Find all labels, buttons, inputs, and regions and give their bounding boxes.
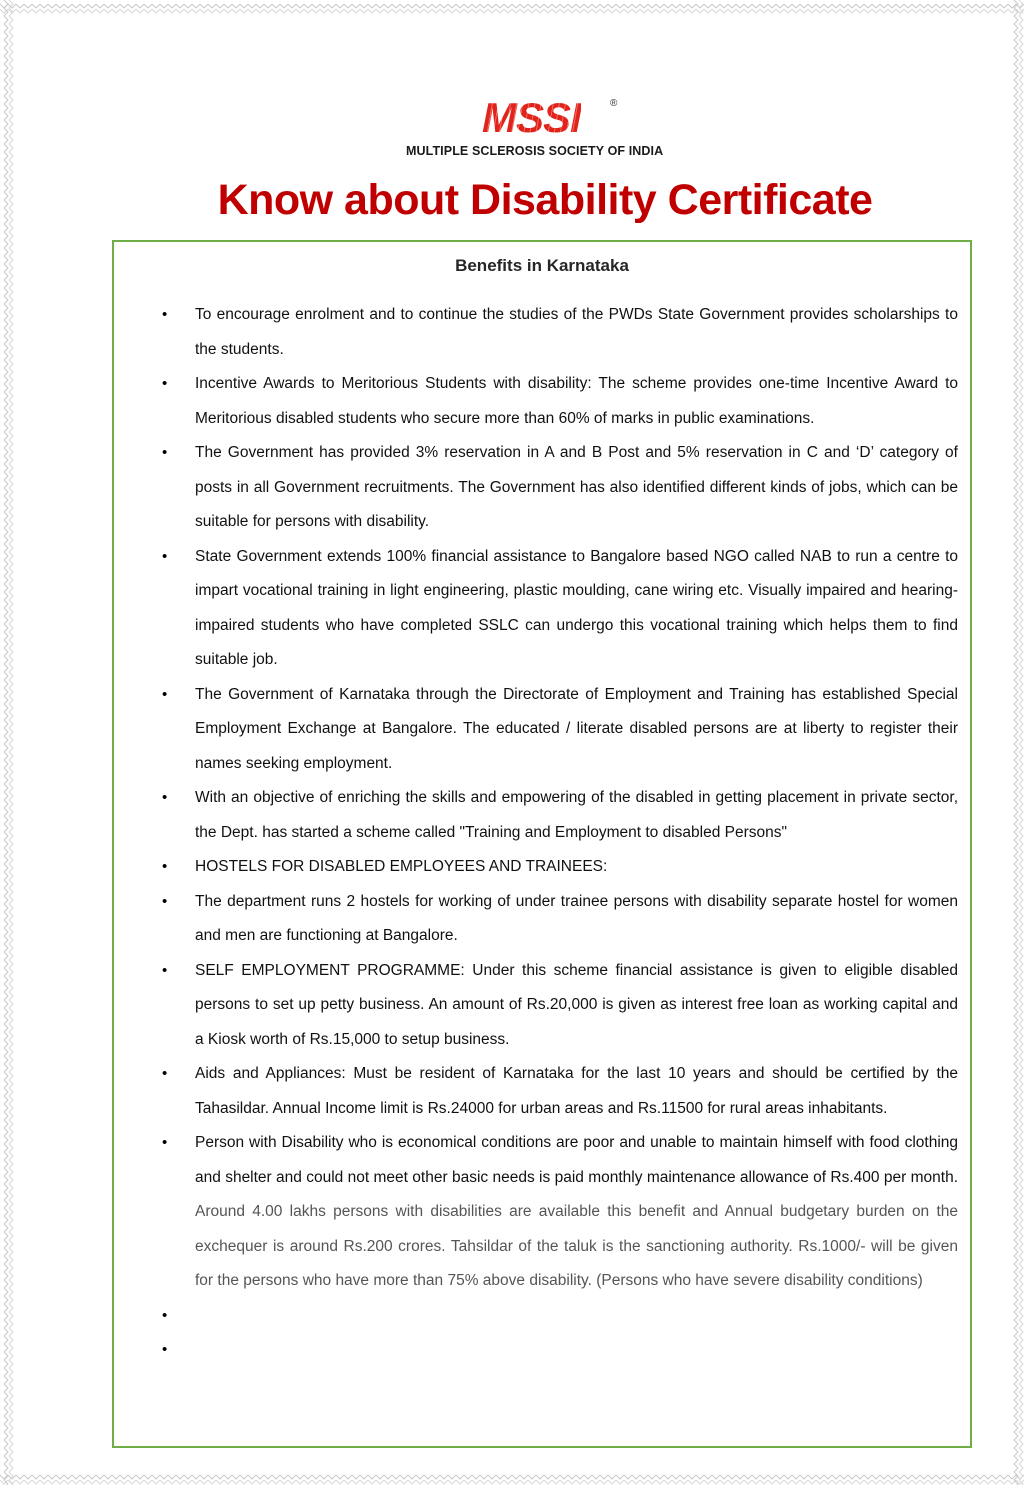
item-text: The Government has provided 3% reservation in A and B Post and 5% reservation in C and ‘D’ category of posts in all Government recruitments. The Government has also identified different kinds of jobs, which can be suitable for persons with disability. <box>195 444 958 530</box>
item-text: Aids and Appliances: Must be resident of Karnataka for the last 10 years and should be certified by the Tahasildar. Annual Income limit is Rs.24000 for urban areas and Rs.11500 for rural areas inhabitants. <box>195 1065 958 1117</box>
bullet-icon: • <box>162 444 168 461</box>
page-title: Know about Disability Certificate <box>217 176 873 224</box>
item-text: To encourage enrolment and to continue the studies of the PWDs State Government provides scholarships to the students. <box>195 306 958 358</box>
list-item <box>162 781 958 850</box>
bullet-icon: • <box>162 547 168 565</box>
bullet-icon: • <box>162 306 168 323</box>
item-muted-text: Around 4.00 lakhs persons with disabilities are available this benefit and Annual budgetary burden on the exchequer is around Rs.200 crores. Tahsildar of the taluk is the sanctioning authority. Rs.1000/- will be given for the persons who have more than 75% above disability. (Persons who have severe disability conditions) <box>195 1203 958 1289</box>
bullet-icon: • <box>162 892 168 910</box>
zigzag-border-bottom <box>0 1471 1024 1485</box>
bullet-icon: • <box>162 685 168 703</box>
organization-name: MULTIPLE SCLEROSIS SOCIETY OF INDIA <box>406 144 664 158</box>
zigzag-border-top <box>0 0 1024 14</box>
section-heading: Benefits in Karnataka <box>455 256 629 275</box>
bullet-icon: • <box>162 1306 168 1324</box>
list-item <box>162 436 958 540</box>
list-item <box>162 540 958 678</box>
item-text: With an objective of enriching the skills and empowering of the disabled in getting placement in private sector, the Dept. has started a scheme called "Training and Employment to disabled Persons" <box>195 789 958 841</box>
list-item <box>162 1057 958 1126</box>
benefit-list <box>162 298 958 1368</box>
bullet-icon: • <box>162 858 168 875</box>
item-text: Incentive Awards to Meritorious Students with disability: The scheme provides one-time Incentive Award to Meritorious disabled students who secure more than 60% of marks in public examinations. <box>195 375 958 427</box>
bullet-icon: • <box>162 961 168 979</box>
list-item <box>162 885 958 954</box>
list-item <box>162 367 958 436</box>
list-item <box>162 678 958 782</box>
item-text: State Government extends 100% financial assistance to Bangalore based NGO called NAB to run a centre to impart vocational training in light engineering, plastic moulding, cane wiring etc. Visually impaired and hearing-impaired students who have completed SSLC can undergo this vocational training which helps them to find suitable job. <box>195 547 958 668</box>
mssi-logo <box>400 96 700 166</box>
bullet-icon: • <box>162 789 168 806</box>
item-text: The Government of Karnataka through the Directorate of Employment and Training has established Special Employment Exchange at Bangalore. The educated / literate disabled persons are at liberty to register their names seeking employment. <box>195 685 958 772</box>
list-item <box>162 298 958 367</box>
list-item <box>162 1126 958 1299</box>
list-item-empty <box>162 1333 958 1368</box>
list-item <box>162 954 958 1058</box>
bullet-icon: • <box>162 1065 168 1082</box>
bullet-icon: • <box>162 1341 168 1358</box>
logo-mark: MSSI <box>482 94 581 141</box>
list-item <box>162 850 958 885</box>
registered-mark-icon: ® <box>610 98 618 109</box>
item-text: Person with Disability who is economical conditions are poor and unable to maintain himself with food clothing and shelter and could not meet other basic needs is paid monthly maintenance allowance of Rs.400 per month. <box>195 1134 958 1186</box>
item-text: HOSTELS FOR DISABLED EMPLOYEES AND TRAINEES: <box>195 858 608 875</box>
benefits-box <box>112 240 972 1448</box>
list-item-empty <box>162 1299 958 1334</box>
bullet-icon: • <box>162 1134 168 1151</box>
item-text: SELF EMPLOYMENT PROGRAMME: Under this scheme financial assistance is given to eligible disabled persons to set up petty business. An amount of Rs.20,000 is given as interest free loan as working capital and a Kiosk worth of Rs.15,000 to setup business. <box>195 961 958 1048</box>
item-text: The department runs 2 hostels for working of under trainee persons with disability separate hostel for women and men are functioning at Bangalore. <box>195 892 958 944</box>
bullet-icon: • <box>162 375 168 392</box>
